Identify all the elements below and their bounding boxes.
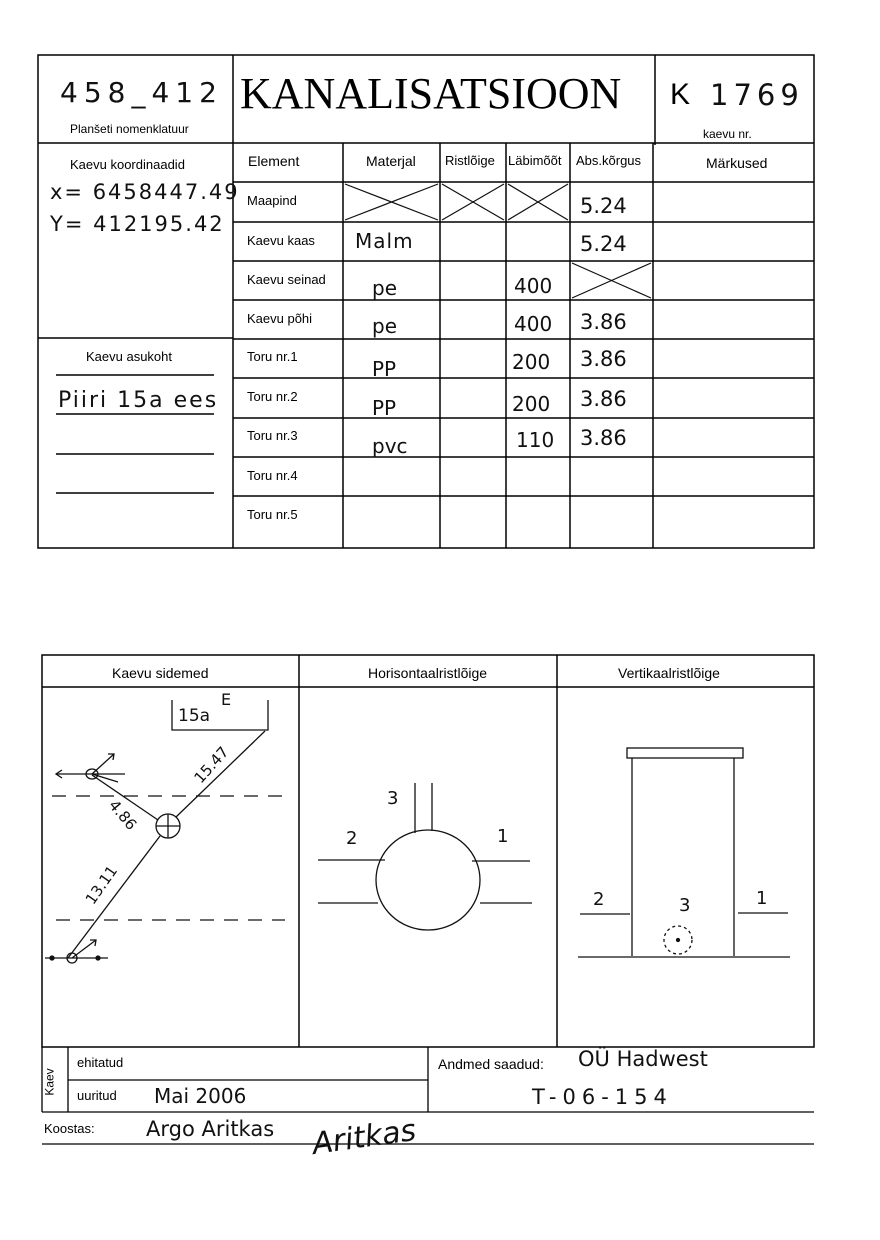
row-abs-kaevu-pohi: 3.86 [580, 310, 627, 334]
sheet-caption: Planšeti nomenklatuur [70, 122, 189, 136]
row-element-toru-1: Toru nr.1 [247, 349, 298, 364]
distance-3: 13.11 [81, 862, 122, 908]
coordinate-x: x= 6458447.49 [50, 180, 240, 204]
coordinate-y: Y= 412195.42 [50, 212, 225, 236]
footer-source-value-2: T-06-154 [532, 1085, 673, 1109]
footer-measured-value: Mai 2006 [154, 1084, 247, 1108]
vertical-pipe-1: 1 [756, 888, 768, 909]
panel-title-vertical: Vertikaalristlõige [618, 665, 720, 681]
footer-source-label: Andmed saadud: [438, 1056, 544, 1072]
footer-author-value: Argo Aritkas [146, 1117, 275, 1141]
panel-title-ties: Kaevu sidemed [112, 665, 209, 681]
row-labimoot-kaevu-pohi: 400 [514, 312, 553, 336]
vertical-pipe-2: 2 [593, 889, 605, 910]
header-labimoot: Läbimõõt [508, 153, 562, 168]
row-element-kaevu-seinad: Kaevu seinad [247, 272, 326, 287]
footer-measured-label: uuritud [77, 1088, 117, 1103]
row-materjal-kaevu-pohi: pe [372, 314, 397, 338]
row-abs-maapind: 5.24 [580, 194, 627, 218]
row-labimoot-toru-3: 110 [516, 428, 555, 452]
header-abs: Abs.kõrgus [576, 153, 642, 168]
horizontal-section-sketch [318, 783, 532, 930]
vertical-section-sketch [578, 748, 790, 957]
header-markused: Märkused [706, 155, 768, 171]
location-value: Piiri 15a ees [58, 388, 219, 413]
distance-2: 4.86 [105, 796, 141, 834]
building-letter: E [221, 690, 232, 709]
horizontal-pipe-2: 2 [346, 828, 358, 849]
row-abs-toru-2: 3.86 [580, 387, 627, 411]
horizontal-pipe-3: 3 [387, 788, 399, 809]
row-materjal-kaevu-seinad: pe [372, 276, 397, 300]
horizontal-pipe-1: 1 [497, 826, 509, 847]
row-element-kaevu-kaas: Kaevu kaas [247, 233, 315, 248]
row-element-toru-3: Toru nr.3 [247, 428, 298, 443]
header-element: Element [248, 153, 300, 169]
row-abs-kaevu-kaas: 5.24 [580, 232, 627, 256]
footer-built-label: ehitatud [77, 1055, 124, 1070]
well-caption: kaevu nr. [703, 127, 752, 141]
well-prefix: K [670, 78, 691, 111]
row-labimoot-toru-2: 200 [512, 392, 551, 416]
coordinates-caption: Kaevu koordinaadid [70, 157, 185, 172]
footer-source-value-1: OÜ Hadwest [578, 1047, 708, 1071]
location-caption: Kaevu asukoht [86, 349, 173, 364]
header-materjal: Materjal [366, 153, 416, 169]
row-element-toru-5: Toru nr.5 [247, 507, 298, 522]
header-ristloige: Ristlõige [445, 153, 495, 168]
panel-title-horizontal: Horisontaalristlõige [368, 665, 488, 681]
building-label: 15a [178, 706, 211, 726]
well-number: 1769 [710, 78, 804, 112]
footer-signature: Aritkas [310, 1112, 419, 1163]
row-labimoot-toru-1: 200 [512, 350, 551, 374]
footer-author-label: Koostas: [44, 1121, 95, 1136]
vertical-pipe-3: 3 [679, 895, 691, 916]
row-materjal-toru-3: pvc [372, 434, 408, 458]
row-materjal-kaevu-kaas: Malm [355, 229, 414, 253]
row-materjal-toru-1: PP [372, 357, 397, 381]
row-element-toru-2: Toru nr.2 [247, 389, 298, 404]
distance-1: 15.47 [190, 743, 233, 787]
row-element-maapind: Maapind [247, 193, 297, 208]
row-abs-toru-1: 3.86 [580, 347, 627, 371]
row-labimoot-kaevu-seinad: 400 [514, 274, 553, 298]
row-element-toru-4: Toru nr.4 [247, 468, 298, 483]
ties-sketch [45, 700, 285, 963]
footer-side-label: Kaev [42, 1068, 57, 1096]
row-materjal-toru-2: PP [372, 396, 397, 420]
page-title: KANALISATSIOON [240, 69, 622, 118]
row-element-kaevu-pohi: Kaevu põhi [247, 311, 313, 326]
row-abs-toru-3: 3.86 [580, 426, 627, 450]
sheet-number: 458_412 [60, 76, 223, 109]
